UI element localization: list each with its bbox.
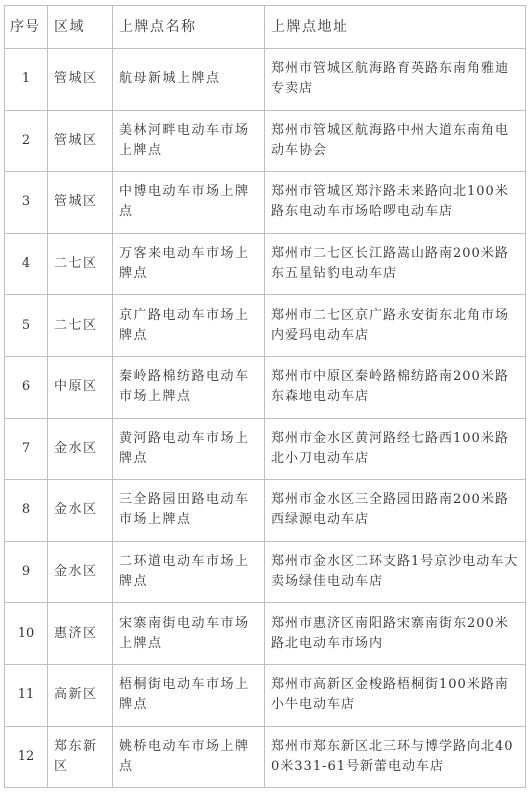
row-point-name: 中博电动车市场上牌点 — [113, 172, 265, 234]
row-number: 3 — [5, 172, 48, 234]
row-district: 二七区 — [48, 295, 113, 357]
header-row — [5, 6, 526, 49]
row-point-address: 郑州市中原区秦岭路棉纺路南200米路东森地电动车店 — [265, 356, 526, 418]
row-point-name: 二环道电动车市场上牌点 — [113, 541, 265, 603]
table-row — [5, 172, 526, 234]
row-district: 金水区 — [48, 541, 113, 603]
table-row — [5, 49, 526, 111]
header-number: 序号 — [5, 6, 48, 49]
row-district: 金水区 — [48, 480, 113, 542]
row-point-address: 郑州市管城区航海路育英路东南角雅迪专卖店 — [265, 49, 526, 111]
table-row — [5, 541, 526, 603]
row-number: 4 — [5, 233, 48, 295]
row-point-address: 郑州市二七区京广路永安街东北角市场内爱玛电动车店 — [265, 295, 526, 357]
table-row — [5, 418, 526, 480]
row-district: 管城区 — [48, 172, 113, 234]
table-row — [5, 233, 526, 295]
row-district: 管城区 — [48, 49, 113, 111]
row-point-address: 郑州市郑东新区北三环与博学路向北400米331-61号新蕾电动车店 — [265, 726, 526, 788]
table-row — [5, 664, 526, 726]
row-point-address: 郑州市金水区二环支路1号京沙电动车大卖场绿佳电动车店 — [265, 541, 526, 603]
table-row — [5, 603, 526, 665]
row-number: 9 — [5, 541, 48, 603]
row-point-address: 郑州市高新区金梭路梧桐街100米路南小牛电动车店 — [265, 664, 526, 726]
row-district: 二七区 — [48, 233, 113, 295]
header-district: 区域 — [48, 6, 113, 49]
row-point-name: 梧桐街电动车市场上牌点 — [113, 664, 265, 726]
row-point-address: 郑州市金水区三全路园田路南200米路西绿源电动车店 — [265, 480, 526, 542]
row-number: 12 — [5, 726, 48, 788]
row-point-name: 三全路园田路电动车市场上牌点 — [113, 480, 265, 542]
table-row — [5, 480, 526, 542]
row-point-name: 美林河畔电动车市场上牌点 — [113, 110, 265, 172]
row-point-address: 郑州市管城区航海路中州大道东南角电动车协会 — [265, 110, 526, 172]
row-number: 7 — [5, 418, 48, 480]
row-point-name: 万客来电动车市场上牌点 — [113, 233, 265, 295]
table-body — [5, 49, 526, 788]
row-district: 管城区 — [48, 110, 113, 172]
row-point-address: 郑州市管城区郑汴路未来路向北100米路东电动车市场哈啰电动车店 — [265, 172, 526, 234]
row-district: 郑东新区 — [48, 726, 113, 788]
row-point-name: 航母新城上牌点 — [113, 49, 265, 111]
row-number: 2 — [5, 110, 48, 172]
row-number: 11 — [5, 664, 48, 726]
table-row — [5, 110, 526, 172]
header-point-name: 上牌点名称 — [113, 6, 265, 49]
table-row — [5, 726, 526, 788]
row-point-name: 秦岭路棉纺路电动车市场上牌点 — [113, 356, 265, 418]
row-point-address: 郑州市二七区长江路嵩山路南200米路东五星钻豹电动车店 — [265, 233, 526, 295]
row-point-name: 宋寨南街电动车市场上牌点 — [113, 603, 265, 665]
row-number: 10 — [5, 603, 48, 665]
row-district: 高新区 — [48, 664, 113, 726]
row-point-name: 京广路电动车市场上牌点 — [113, 295, 265, 357]
table-row — [5, 356, 526, 418]
table-header — [5, 6, 526, 49]
row-district: 惠济区 — [48, 603, 113, 665]
row-point-address: 郑州市金水区黄河路经七路西100米路北小刀电动车店 — [265, 418, 526, 480]
row-point-name: 姚桥电动车市场上牌点 — [113, 726, 265, 788]
row-number: 1 — [5, 49, 48, 111]
row-number: 8 — [5, 480, 48, 542]
table-row — [5, 295, 526, 357]
row-point-name: 黄河路电动车市场上牌点 — [113, 418, 265, 480]
header-point-address: 上牌点地址 — [265, 6, 526, 49]
row-district: 金水区 — [48, 418, 113, 480]
row-number: 5 — [5, 295, 48, 357]
row-point-address: 郑州市惠济区南阳路宋寨南街东200米路北电动车市场内 — [265, 603, 526, 665]
row-district: 中原区 — [48, 356, 113, 418]
registration-points-table — [4, 5, 526, 788]
row-number: 6 — [5, 356, 48, 418]
